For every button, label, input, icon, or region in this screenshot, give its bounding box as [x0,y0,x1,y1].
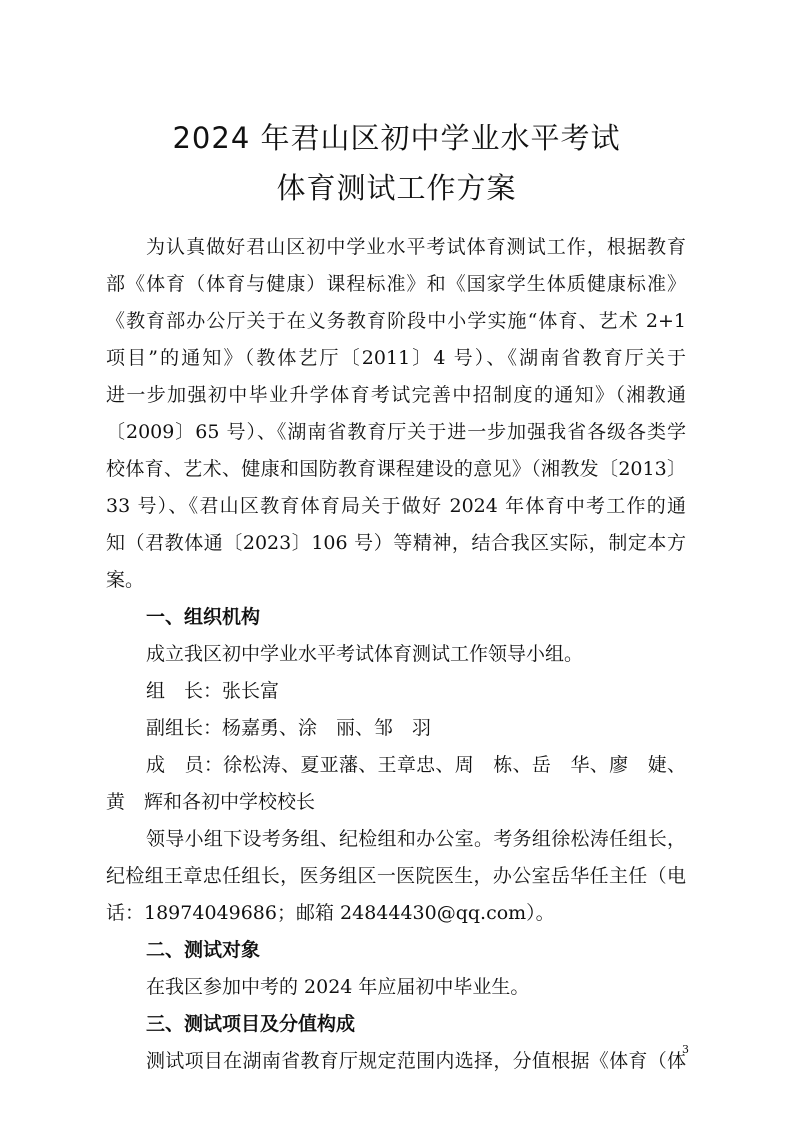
office-line-3: 话：18974049686；邮箱 24844430@qq.com）。 [106,902,555,924]
leader-line: 组 长：张长富 [146,680,280,702]
section-2-paragraph: 在我区参加中考的 2024 年应届初中毕业生。 [146,976,530,998]
members-line-1: 成 员：徐松涛、夏亚藩、王章忠、周 栋、岳 华、廖 婕、 [146,754,686,776]
section-3-paragraph: 测试项目在湖南省教育厅规定范围内选择，分值根据《体育（体 [146,1050,686,1072]
section-1-paragraph: 成立我区初中学业水平考试体育测试工作领导小组。 [146,643,584,665]
intro-line-8: 33 号）、《君山区教育体育局关于做好 2024 年体育中考工作的通 [106,495,686,517]
page-number: 3 [682,1043,689,1056]
intro-line-4: 项目”的通知》（教体艺厅〔2011〕4 号）、《湖南省教育厅关于 [106,347,686,369]
intro-line-9: 知（君教体通〔2023〕106 号）等精神，结合我区实际，制定本方 [106,532,686,554]
section-3-heading: 三、测试项目及分值构成 [146,1013,356,1035]
intro-line-6: 〔2009〕65 号）、《湖南省教育厅关于进一步加强我省各级各类学 [106,421,686,443]
title-line-2: 体育测试工作方案 [276,171,517,205]
title-line-1: 2024 年君山区初中学业水平考试 [172,121,621,155]
office-line-2: 纪检组王章忠任组长，医务组区一医院医生，办公室岳华任主任（电 [106,865,686,887]
intro-line-10: 案。 [106,569,145,591]
section-2-heading: 二、测试对象 [146,939,261,961]
intro-line-1: 为认真做好君山区初中学业水平考试体育测试工作，根据教育 [146,236,686,258]
intro-line-3: 《教育部办公厅关于在义务教育阶段中小学实施“体育、艺术 2+1 [106,310,686,332]
section-1-heading: 一、组织机构 [146,606,261,628]
members-line-2: 黄 辉和各初中学校校长 [106,791,316,813]
intro-line-7: 校体育、艺术、健康和国防教育课程建设的意见》（湘教发〔2013〕 [106,458,686,480]
intro-line-5: 进一步加强初中毕业升学体育考试完善中招制度的通知》（湘教通 [106,384,686,406]
deputy-line: 副组长：杨嘉勇、涂 丽、邹 羽 [146,717,432,739]
intro-line-2: 部《体育（体育与健康）课程标准》和《国家学生体质健康标准》 [106,273,686,295]
office-line-1: 领导小组下设考务组、纪检组和办公室。考务组徐松涛任组长， [146,828,686,850]
